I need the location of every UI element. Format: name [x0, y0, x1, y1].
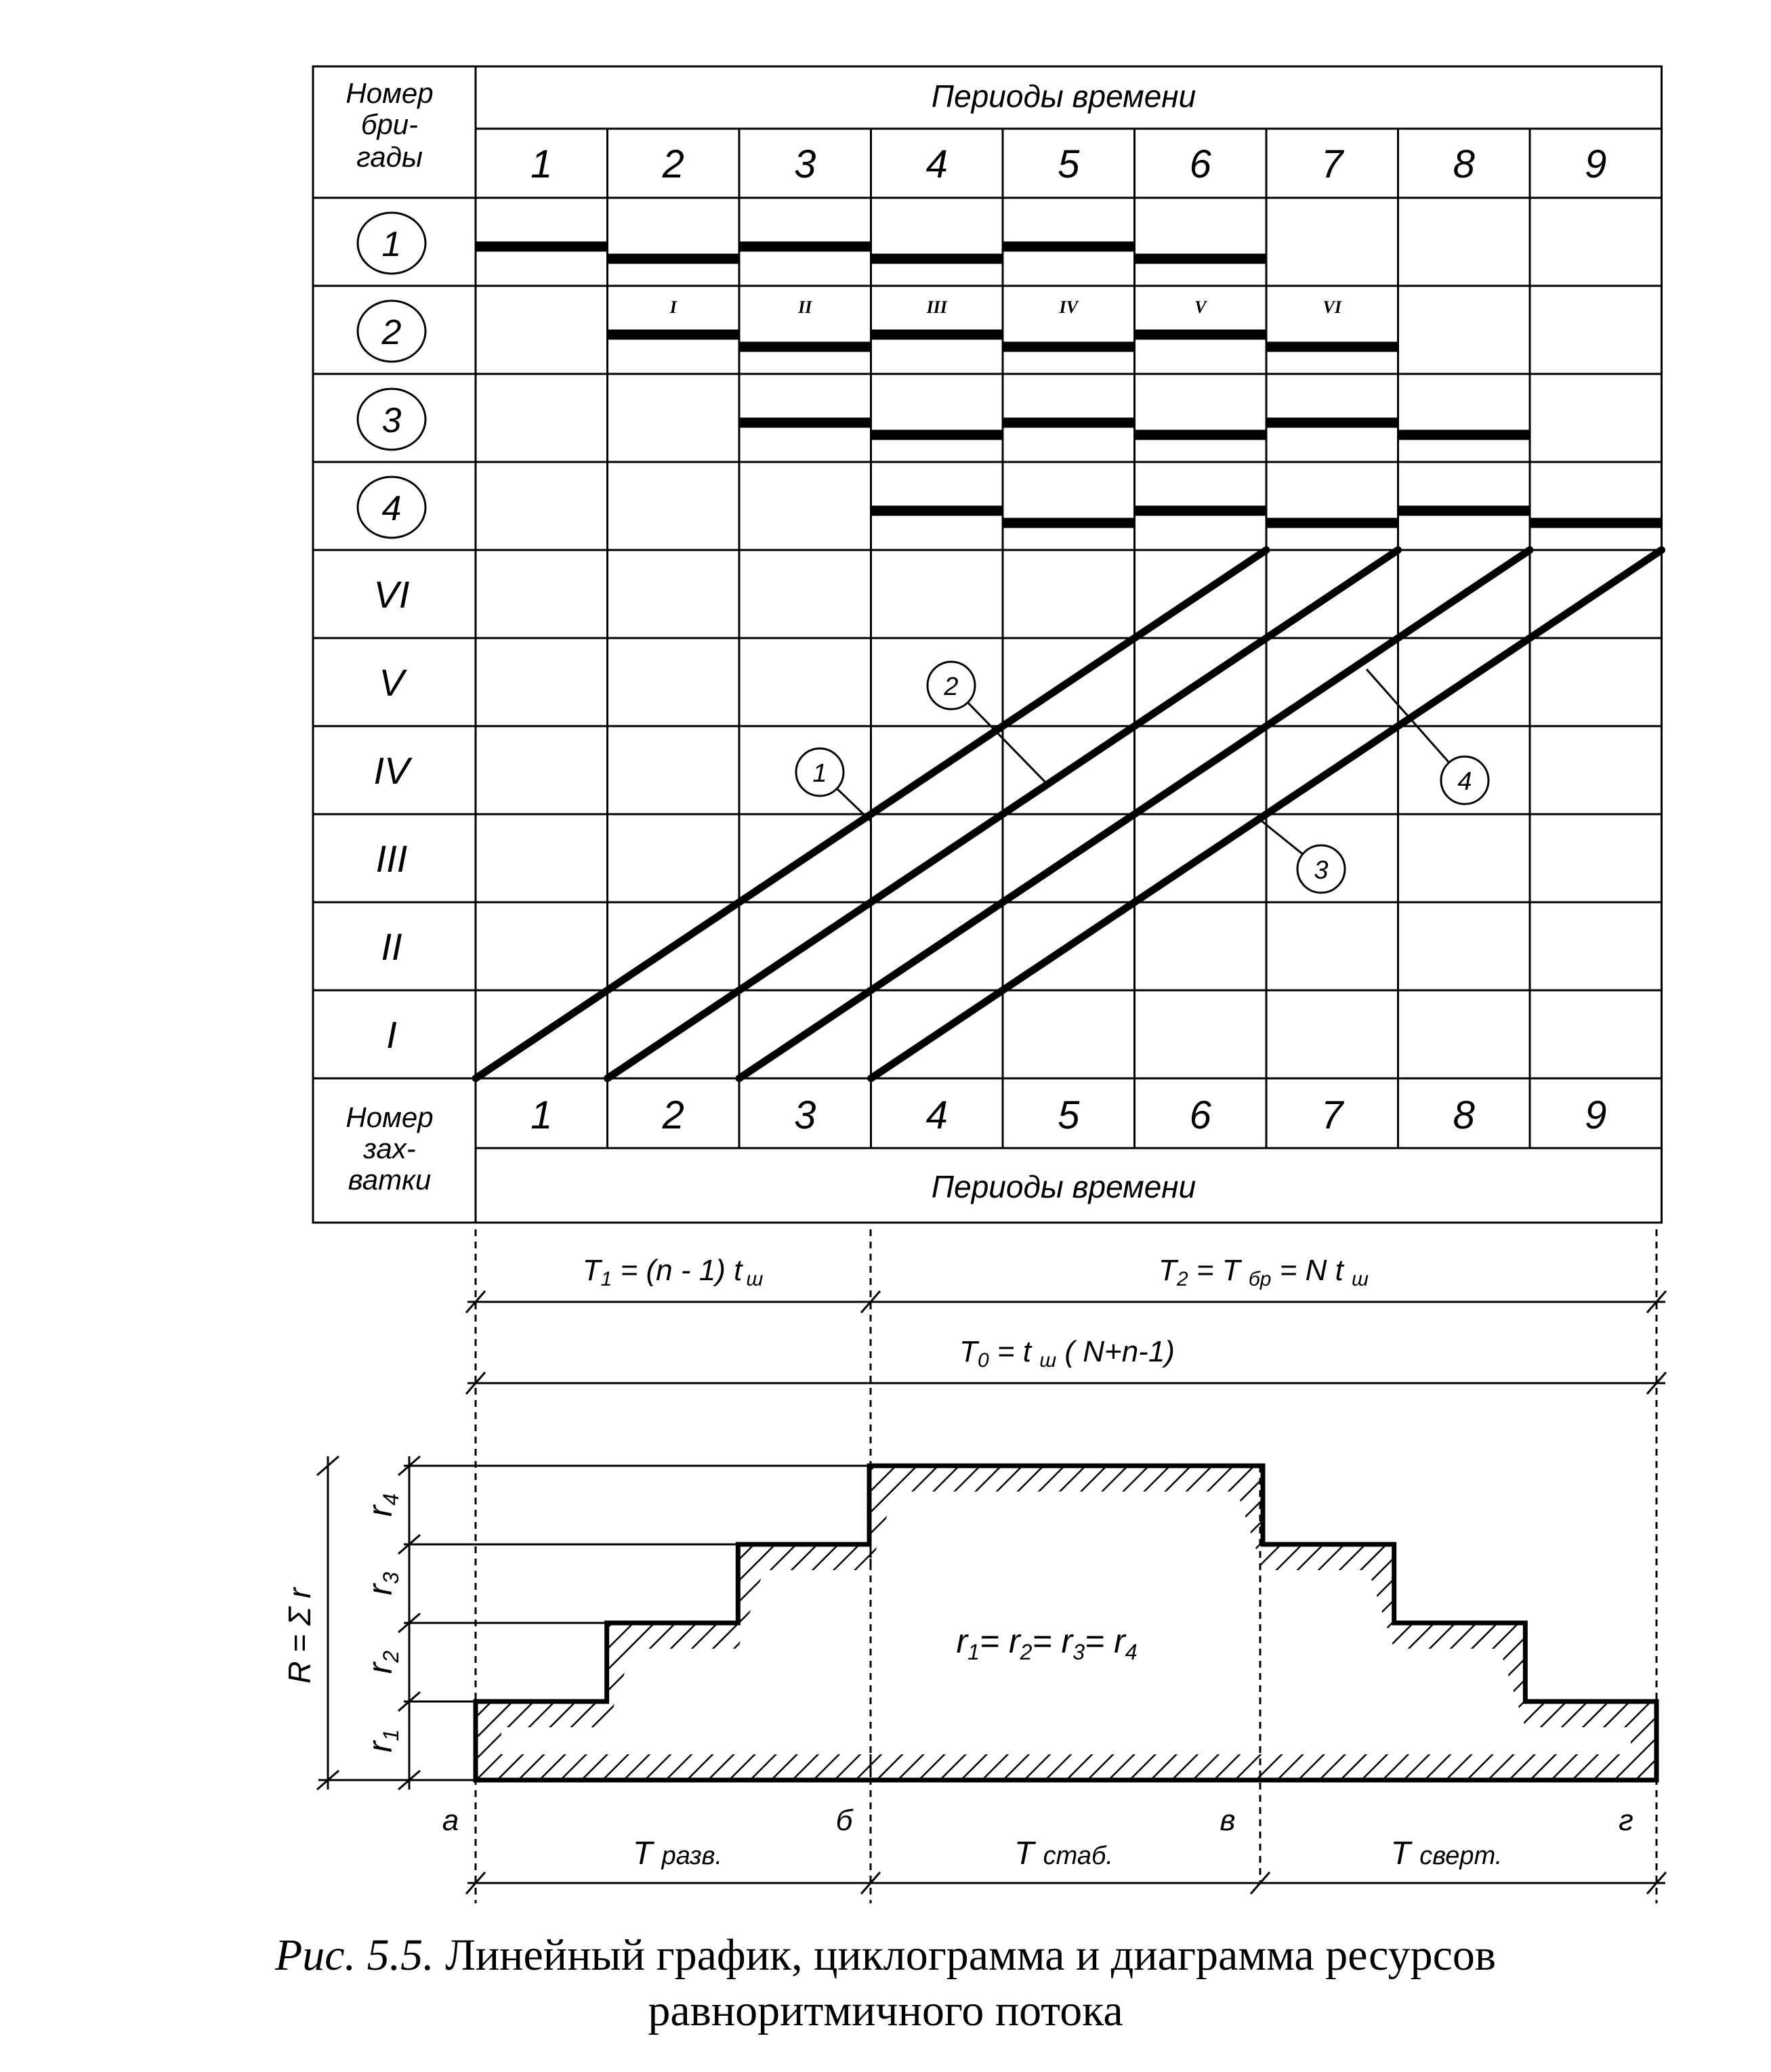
brigade-number: 2	[381, 313, 402, 352]
brigade-header-line3: гады	[356, 141, 423, 173]
zone-label: III	[375, 837, 408, 880]
phase-points	[442, 1804, 1633, 1837]
zone-header-line3: ватки	[348, 1164, 432, 1196]
zone-header-line1: Номер	[346, 1101, 434, 1133]
period-label: 5	[1058, 142, 1080, 186]
r-level-label: $r_1$	[361, 1729, 403, 1753]
brigade-number: 4	[381, 489, 402, 528]
period-label: 3	[794, 142, 816, 186]
t2-formula: T2 = T бр = N t ш	[1159, 1254, 1369, 1290]
phase-razv: T разв.	[632, 1836, 723, 1872]
point-v: в	[1220, 1804, 1236, 1837]
resource-diagram	[317, 1456, 1657, 1882]
zone-label: V	[379, 661, 404, 704]
period-label: 2	[662, 142, 684, 186]
bar-zone-labels	[669, 297, 1342, 317]
period-label: 6	[1189, 1093, 1211, 1137]
periods-header-top: Периоды времени	[931, 79, 1196, 114]
brigade-labels	[358, 213, 425, 538]
bar-zone-label: VI	[1322, 297, 1341, 317]
period-label: 7	[1321, 142, 1343, 186]
period-label: 9	[1585, 142, 1607, 186]
period-label: 3	[794, 1093, 816, 1137]
bar-zone-label: IV	[1059, 297, 1078, 317]
callout-number: 3	[1314, 856, 1329, 885]
point-g: г	[1619, 1804, 1633, 1837]
zone-label: II	[381, 925, 402, 968]
point-a: а	[442, 1804, 459, 1837]
period-label: 1	[530, 1093, 553, 1137]
period-label: 9	[1585, 1093, 1607, 1137]
callout-number: 1	[812, 759, 827, 788]
phase-svert: T сверт.	[1390, 1836, 1503, 1872]
r-level-label: $r_2$	[361, 1650, 403, 1674]
t0-formula: T0 = t ш ( N+n-1)	[959, 1335, 1175, 1372]
period-label: 8	[1453, 1093, 1475, 1137]
linear-schedule-bars	[476, 247, 1662, 523]
bar-zone-label: II	[798, 297, 812, 317]
period-label: 5	[1058, 1093, 1080, 1137]
period-label: 7	[1321, 1093, 1343, 1137]
period-labels-bottom	[530, 1093, 1606, 1137]
brigade-number: 3	[381, 401, 402, 440]
zone-header	[346, 1101, 433, 1196]
period-label: 8	[1453, 142, 1475, 186]
callout-number: 2	[944, 673, 959, 701]
period-label: 6	[1189, 142, 1211, 186]
bar-zone-label: III	[926, 297, 947, 317]
brigade-header-line1: Номер	[346, 77, 434, 109]
callout-number: 4	[1457, 767, 1472, 796]
period-label: 1	[530, 142, 553, 186]
phase-stab: T стаб.	[1014, 1836, 1113, 1872]
zone-label: I	[386, 1013, 397, 1056]
t1-formula: T1 = (n - 1) t ш	[582, 1254, 764, 1290]
brigade-header-line2: бри-	[360, 108, 419, 140]
point-b: б	[835, 1804, 853, 1837]
r-level-label: $r_3$	[361, 1571, 403, 1596]
bar-zone-label: V	[1194, 297, 1207, 317]
brigade-number: 1	[381, 225, 402, 264]
periods-header-bottom: Периоды времени	[931, 1169, 1196, 1204]
period-label: 4	[925, 1093, 948, 1137]
zone-header-line2: зах-	[363, 1133, 416, 1164]
period-labels-top	[530, 142, 1606, 186]
cyclogram-callouts	[796, 662, 1488, 893]
bar-zone-label: I	[669, 297, 677, 317]
caption-line1: Рис. 5.5. Линейный график, циклограмма и диаграмма ресурсов	[274, 1930, 1497, 1980]
resource-level-labels	[361, 1494, 403, 1752]
zone-label: IV	[373, 749, 410, 792]
brigade-header	[346, 77, 433, 173]
r-level-label: $r_4$	[361, 1493, 403, 1517]
resource-equality: $r_1= r_2= r_3= r_4$	[956, 1622, 1138, 1664]
resource-axis-label: R = Σ r	[282, 1588, 317, 1684]
period-label: 2	[662, 1093, 684, 1137]
caption-line2: равноритмичного потока	[648, 1986, 1123, 2035]
zone-label: VI	[373, 573, 410, 616]
period-label: 4	[925, 142, 948, 186]
phase-labels	[633, 1836, 1502, 1872]
